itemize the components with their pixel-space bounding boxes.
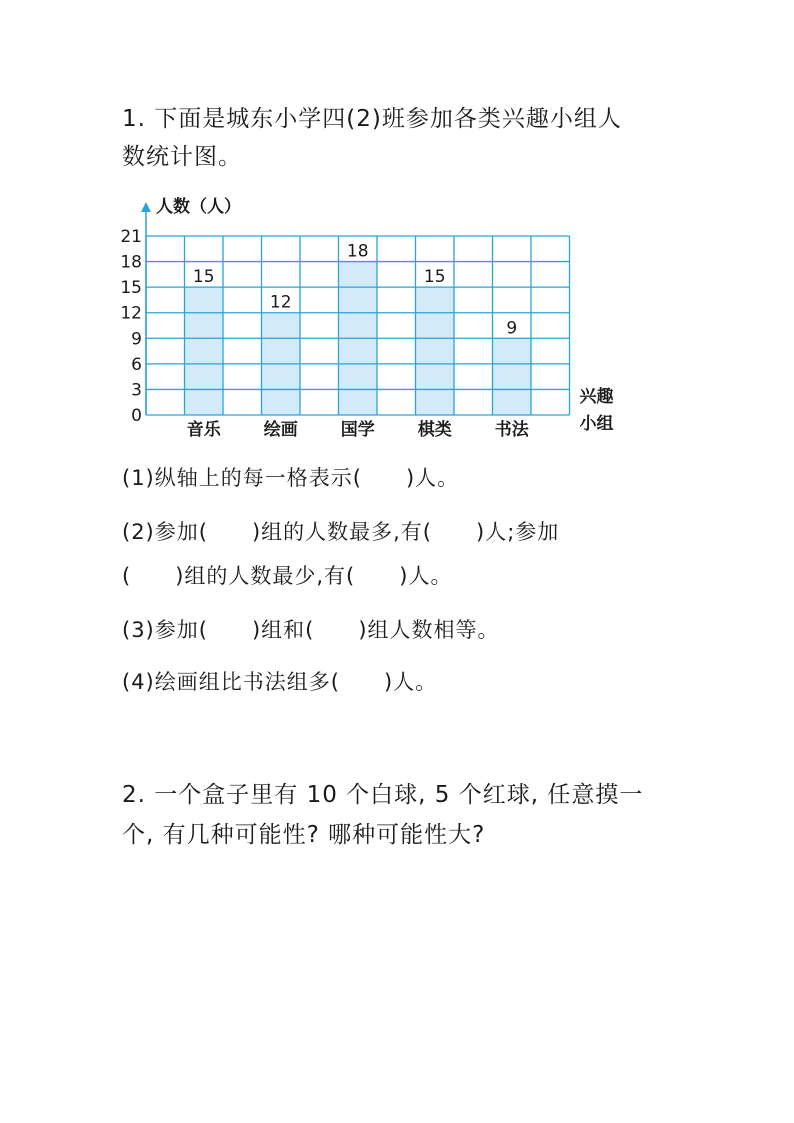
data-label: 15 bbox=[192, 267, 215, 288]
sub-question-2-line-2: ( )组的人数最少,有( )人。 bbox=[122, 564, 453, 588]
x-axis-label-line-2: 小组 bbox=[579, 414, 614, 434]
bar-棋类 bbox=[416, 287, 455, 415]
category-label: 音乐 bbox=[186, 420, 221, 440]
y-axis-label: 人数（人） bbox=[156, 197, 241, 217]
y-tick-label: 18 bbox=[120, 252, 142, 273]
category-label: 棋类 bbox=[417, 420, 452, 440]
question-1-line-2: 数统计图。 bbox=[122, 144, 242, 170]
y-axis-arrow-icon bbox=[141, 202, 151, 212]
bar-书法 bbox=[493, 338, 532, 415]
data-label: 9 bbox=[506, 318, 518, 339]
y-tick-label: 6 bbox=[131, 354, 142, 375]
category-label: 国学 bbox=[340, 420, 375, 440]
y-tick-label: 12 bbox=[120, 303, 142, 324]
bar-音乐 bbox=[185, 287, 224, 415]
x-axis-label-line-1: 兴趣 bbox=[579, 387, 614, 407]
data-label: 18 bbox=[346, 241, 369, 262]
y-tick-label: 3 bbox=[131, 380, 142, 401]
data-label: 15 bbox=[423, 267, 446, 288]
bar-chart bbox=[110, 188, 650, 448]
y-tick-label: 0 bbox=[131, 406, 142, 426]
data-label: 12 bbox=[269, 292, 292, 313]
y-tick-label: 15 bbox=[120, 278, 142, 299]
sub-question-2-line-1: (2)参加( )组的人数最多,有( )人;参加 bbox=[122, 520, 560, 544]
question-1-line-1: 1. 下面是城东小学四(2)班参加各类兴趣小组人 bbox=[122, 106, 622, 132]
y-tick-label: 9 bbox=[131, 329, 142, 350]
sub-question-1: (1)纵轴上的每一格表示( )人。 bbox=[122, 466, 460, 490]
category-label: 绘画 bbox=[263, 420, 298, 440]
y-tick-label: 21 bbox=[120, 227, 142, 247]
sub-question-3: (3)参加( )组和( )组人数相等。 bbox=[122, 618, 500, 642]
question-2-line-2: 个, 有几种可能性? 哪种可能性大? bbox=[122, 822, 486, 848]
category-label: 书法 bbox=[494, 420, 529, 440]
sub-question-4: (4)绘画组比书法组多( )人。 bbox=[122, 670, 438, 694]
question-2-line-1: 2. 一个盒子里有 10 个白球, 5 个红球, 任意摸一 bbox=[122, 782, 644, 808]
